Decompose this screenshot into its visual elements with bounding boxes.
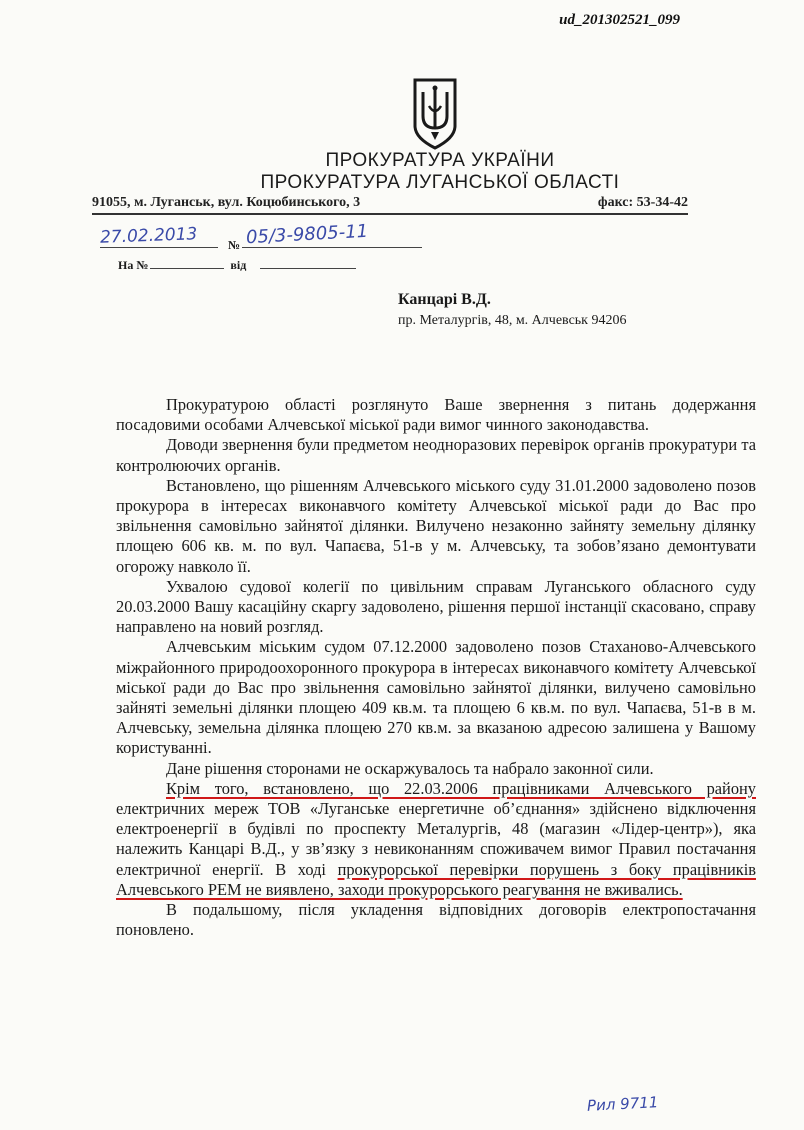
- number-label: №: [228, 238, 241, 252]
- address-line: [92, 195, 688, 215]
- paragraph-7: [116, 779, 756, 900]
- paragraph-4: Ухвалою судової колегії по цивільним справам Луганського обласного суду 20.03.2000 Вашу касаційну скаргу задоволено, рішення першої інстанції скасовано, справу направлено на новий розгляд.: [116, 576, 756, 637]
- org-name-ukraine: ПРОКУРАТУРА УКРАЇНИ: [325, 150, 555, 171]
- paragraph-2: Доводи звернення були предметом неодноразових перевірок органів прокуратури та контролюючих органів.: [116, 435, 756, 475]
- document-id: ud_201302521_099: [559, 12, 680, 28]
- paragraph-1: Прокуратурою області розглянуто Ваше звернення з питань додержання посадовими особами Алчевської міської ради вимог чинного законодавства.: [116, 395, 756, 435]
- highlighted-text-a: Крім того, встановлено, що 22.03.2006 працівниками Алчевського району: [166, 778, 756, 798]
- number-rule: [242, 247, 422, 248]
- org-name-luhansk: ПРОКУРАТУРА ЛУГАНСЬКОЇ ОБЛАСТІ: [260, 172, 620, 193]
- org-address: 91055, м. Луганськ, вул. Коцюбинського, 3: [92, 195, 361, 210]
- registration-number: 05/3-9805-11: [245, 220, 369, 249]
- registration-line: [99, 220, 440, 262]
- highlighted-text-b: прокурорської перевірки порушень з боку працівників Алчевського РЕМ не виявлено, заходи прокурорського реагування не вживались.: [116, 859, 756, 899]
- registration-date: 27.02.2013: [99, 224, 198, 248]
- reply-to-label: На №: [118, 258, 149, 272]
- handwritten-note: Рил 9711: [586, 1093, 659, 1115]
- letter-body: [116, 395, 756, 940]
- reply-number-blank: [150, 268, 224, 269]
- org-fax: факс: 53-34-42: [597, 195, 688, 210]
- paragraph-3: Встановлено, що рішенням Алчевського міського суду 31.01.2000 задоволено позов прокурора в інтересах виконавчого комітету Алчевської міської ради до Вас про звільнення самовільно зайнятої ділянки. Вилучено незаконно зайняту земельну ділянку площею 606 кв. м. по вул. Чапаєва, 51-в у м. Алчевську, та зобов’язано демонтувати огорожу навколо її.: [116, 475, 756, 576]
- paragraph-7-text: електричних мереж ТОВ «Луганське енергетичне об’єднання» здійснено відключення електроенергії в будівлі по проспекту Металургів, 48 (магазин «Лідер-центр»), яка належить Канцарі В.Д., у зв’язку з невиконанням споживачем вимог Правил постачання електричної енергії. В ході: [116, 799, 756, 879]
- paragraph-6: Дане рішення сторонами не оскаржувалось та набрало законної сили.: [166, 758, 654, 778]
- recipient-name: Канцарі В.Д.: [398, 291, 491, 308]
- from-label: від: [230, 258, 247, 272]
- date-rule: [100, 247, 218, 248]
- paragraph-5: Алчевським міським судом 07.12.2000 задоволено позов Стахановo-Алчевського міжрайонного природоохоронного прокурора в інтересах виконавчого комітету Алчевської міської ради до Вас про звільнення самовільно зайнятої ділянки, вилучено самовільно зайняті земельні ділянки площею 409 кв.м. та площею 6 кв.м. по вул. Чапаєва, 51-в в м. Алчевську, земельна ділянка площею 270 кв.м. за вказаною адресою залишена у Вашому користуванні.: [116, 637, 756, 758]
- recipient-address: пр. Металургів, 48, м. Алчевськ 94206: [398, 313, 627, 328]
- reply-to-line: [118, 258, 356, 273]
- paragraph-8: В подальшому, після укладення відповідних договорів електропостачання поновлено.: [116, 900, 756, 940]
- trident-emblem-icon: [409, 76, 461, 150]
- reply-date-blank: [260, 268, 356, 269]
